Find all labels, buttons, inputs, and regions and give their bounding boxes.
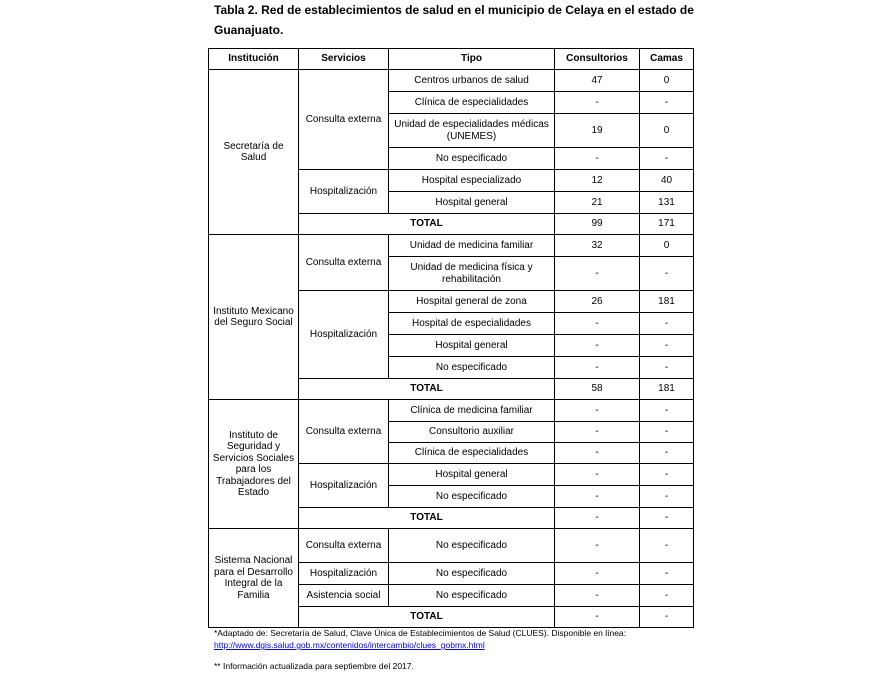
consultorios-cell: -	[555, 148, 640, 170]
camas-cell: -	[640, 585, 694, 607]
total-camas: 181	[640, 379, 694, 400]
camas-cell: -	[640, 335, 694, 357]
tipo-cell: No especificado	[389, 529, 555, 563]
table-row	[209, 70, 694, 92]
health-facilities-table	[208, 48, 694, 628]
table-row	[209, 400, 694, 422]
footnote-link[interactable]: http://www.dgis.salud.gob.mx/contenidos/intercambio/clues_gobmx.html	[214, 640, 485, 650]
service-cell: Hospitalización	[299, 563, 389, 585]
total-camas: 171	[640, 214, 694, 235]
camas-cell: -	[640, 486, 694, 508]
consultorios-cell: 19	[555, 114, 640, 148]
consultorios-cell: -	[555, 486, 640, 508]
consultorios-cell: -	[555, 400, 640, 422]
camas-cell: 0	[640, 235, 694, 257]
camas-cell: -	[640, 400, 694, 422]
tipo-cell: No especificado	[389, 585, 555, 607]
total-camas: -	[640, 508, 694, 529]
tipo-cell: Consultorio auxiliar	[389, 422, 555, 443]
camas-cell: -	[640, 563, 694, 585]
service-cell: Consulta externa	[299, 70, 389, 170]
camas-cell: -	[640, 529, 694, 563]
header-consultorios: Consultorios	[555, 49, 640, 70]
consultorios-cell: -	[555, 422, 640, 443]
tipo-cell: Hospital de especialidades	[389, 313, 555, 335]
consultorios-cell: -	[555, 335, 640, 357]
consultorios-cell: -	[555, 313, 640, 335]
total-label: TOTAL	[299, 508, 555, 529]
footnotes	[214, 627, 694, 672]
consultorios-cell: -	[555, 464, 640, 486]
service-cell: Hospitalización	[299, 291, 389, 379]
header-camas: Camas	[640, 49, 694, 70]
camas-cell: 181	[640, 291, 694, 313]
consultorios-cell: 26	[555, 291, 640, 313]
camas-cell: 0	[640, 70, 694, 92]
total-consultorios: -	[555, 607, 640, 628]
header-institucion: Institución	[209, 49, 299, 70]
camas-cell: -	[640, 257, 694, 291]
tipo-cell: Unidad de especialidades médicas (UNEMES)	[389, 114, 555, 148]
footnote-source: *Adaptado de: Secretaría de Salud, Clave Única de Establecimientos de Salud (CLUES). Disponible en línea:	[214, 628, 627, 638]
camas-cell: -	[640, 464, 694, 486]
service-cell: Consulta externa	[299, 400, 389, 464]
tipo-cell: Clínica de medicina familiar	[389, 400, 555, 422]
consultorios-cell: -	[555, 443, 640, 464]
header-servicios: Servicios	[299, 49, 389, 70]
total-consultorios: 99	[555, 214, 640, 235]
tipo-cell: Hospital especializado	[389, 170, 555, 192]
tipo-cell: No especificado	[389, 563, 555, 585]
camas-cell: -	[640, 422, 694, 443]
camas-cell: 131	[640, 192, 694, 214]
consultorios-cell: 47	[555, 70, 640, 92]
table-row	[209, 235, 694, 257]
camas-cell: 40	[640, 170, 694, 192]
tipo-cell: Clínica de especialidades	[389, 92, 555, 114]
tipo-cell: Hospital general de zona	[389, 291, 555, 313]
total-label: TOTAL	[299, 379, 555, 400]
institution-cell: Instituto Mexicano del Seguro Social	[209, 235, 299, 400]
service-cell: Consulta externa	[299, 529, 389, 563]
institution-cell: Instituto de Seguridad y Servicios Sociales para los Trabajadores del Estado	[209, 400, 299, 529]
consultorios-cell: -	[555, 257, 640, 291]
tipo-cell: Hospital general	[389, 335, 555, 357]
tipo-cell: Hospital general	[389, 192, 555, 214]
service-cell: Hospitalización	[299, 170, 389, 214]
tipo-cell: Unidad de medicina familiar	[389, 235, 555, 257]
total-consultorios: -	[555, 508, 640, 529]
camas-cell: -	[640, 357, 694, 379]
camas-cell: 0	[640, 114, 694, 148]
table-body	[209, 70, 694, 628]
total-label: TOTAL	[299, 607, 555, 628]
tipo-cell: Clínica de especialidades	[389, 443, 555, 464]
tipo-cell: Hospital general	[389, 464, 555, 486]
tipo-cell: Centros urbanos de salud	[389, 70, 555, 92]
camas-cell: -	[640, 92, 694, 114]
footnote-update: ** Información actualizada para septiembre del 2017.	[214, 661, 414, 671]
camas-cell: -	[640, 443, 694, 464]
consultorios-cell: 12	[555, 170, 640, 192]
tipo-cell: No especificado	[389, 486, 555, 508]
tipo-cell: Unidad de medicina física y rehabilitación	[389, 257, 555, 291]
table-row	[209, 529, 694, 563]
institution-cell: Sistema Nacional para el Desarrollo Integral de la Familia	[209, 529, 299, 628]
table-title: Tabla 2. Red de establecimientos de salud en el municipio de Celaya en el estado de Guanajuato.	[214, 3, 694, 37]
consultorios-cell: 32	[555, 235, 640, 257]
consultorios-cell: -	[555, 563, 640, 585]
header-tipo: Tipo	[389, 49, 555, 70]
consultorios-cell: -	[555, 585, 640, 607]
institution-cell: Secretaría de Salud	[209, 70, 299, 235]
header-row	[209, 49, 694, 70]
total-camas: -	[640, 607, 694, 628]
tipo-cell: No especificado	[389, 148, 555, 170]
consultorios-cell: -	[555, 357, 640, 379]
service-cell: Consulta externa	[299, 235, 389, 291]
total-label: TOTAL	[299, 214, 555, 235]
consultorios-cell: 21	[555, 192, 640, 214]
consultorios-cell: -	[555, 529, 640, 563]
camas-cell: -	[640, 313, 694, 335]
total-consultorios: 58	[555, 379, 640, 400]
service-cell: Asistencia social	[299, 585, 389, 607]
camas-cell: -	[640, 148, 694, 170]
service-cell: Hospitalización	[299, 464, 389, 508]
consultorios-cell: -	[555, 92, 640, 114]
tipo-cell: No especificado	[389, 357, 555, 379]
